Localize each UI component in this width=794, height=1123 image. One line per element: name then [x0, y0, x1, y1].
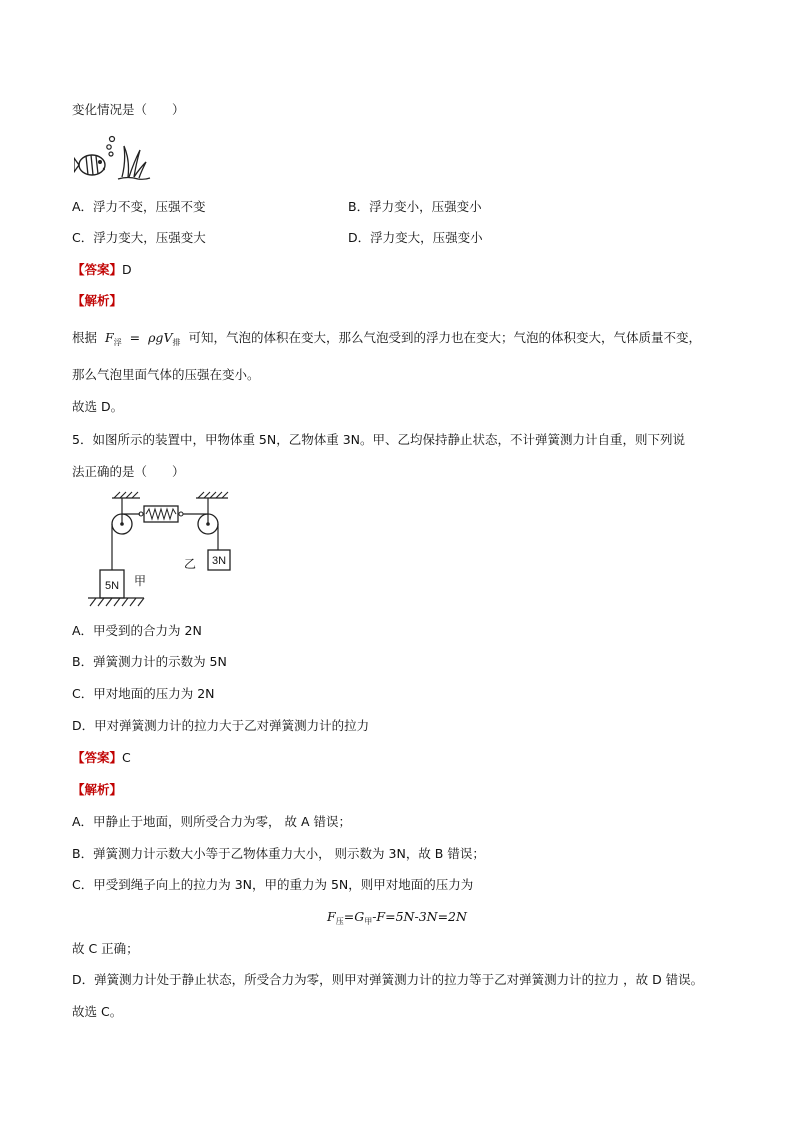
q5-option-b: B．弹簧测力计的示数为 5N [72, 654, 227, 669]
q4-option-d: D．浮力变大，压强变小 [348, 230, 483, 245]
q5-stem-line1: 5．如图所示的装置中，甲物体重 5N，乙物体重 3N。甲、乙均保持静止状态，不计弹簧测力计自重，则下列说 [72, 432, 686, 447]
q4-stem-tail: 变化情况是（ ） [72, 102, 185, 117]
q5-analysis-label [72, 781, 122, 799]
q4-analysis-label [72, 292, 122, 310]
block-yi-label: 3N [211, 555, 227, 567]
q4-answer [72, 261, 132, 279]
answer-value: D [122, 262, 132, 277]
fish-bubbles-figure [74, 132, 154, 190]
q5-analysis-c-tail: 故 C 正确； [72, 941, 139, 956]
answer-value: C [122, 750, 131, 765]
yi-label: 乙 [184, 557, 197, 571]
q4-conclusion: 故选 D。 [72, 399, 124, 414]
answer-label: 【答案】 [72, 262, 123, 277]
q5-option-d: D．甲对弹簧测力计的拉力大于乙对弹簧测力计的拉力 [72, 718, 370, 733]
q5-analysis-b: B．弹簧测力计示数大小等于乙物体重力大小， 则示数为 3N，故 B 错误； [72, 846, 485, 861]
answer-label: 【答案】 [72, 750, 123, 765]
q5-option-c: C．甲对地面的压力为 2N [72, 686, 215, 701]
q4-analysis-line2: 那么气泡里面气体的压强在变小。 [72, 367, 260, 382]
q5-analysis-a: A．甲静止于地面，则所受合力为零， 故 A 错误； [72, 814, 352, 829]
q5-conclusion: 故选 C。 [72, 1004, 123, 1019]
q5-analysis-d: D．弹簧测力计处于静止状态，所受合力为零，则甲对弹簧测力计的拉力等于乙对弹簧测力计的拉力 ，故 D 错误。 [72, 972, 704, 987]
block-jia-label: 5N [104, 580, 120, 592]
q5-analysis-c: C．甲受到绳子向上的拉力为 3N，甲的重力为 5N，则甲对地面的压力为 [72, 877, 474, 892]
q5-answer [72, 749, 131, 767]
q4-option-c: C．浮力变大，压强变大 [72, 230, 206, 245]
pressure-formula: $F_压=G_甲-F=5N-3N=2N$ [327, 909, 467, 926]
analysis-prefix: 根据 [72, 330, 98, 345]
pulley-spring-figure [84, 490, 244, 612]
q5-stem-line2: 法正确的是（ ） [72, 464, 185, 479]
q4-analysis-line1 [72, 329, 701, 352]
analysis-label: 【解析】 [72, 782, 123, 797]
q4-option-b: B．浮力变小，压强变小 [348, 199, 482, 214]
analysis-text: 可知，气泡的体积在变大，那么气泡受到的浮力也在变大；气泡的体积变大，气体质量不变， [188, 330, 701, 345]
buoyancy-formula: $F_浮 = \rho gV_排$ [105, 330, 181, 347]
q4-option-a: A．浮力不变，压强不变 [72, 199, 206, 214]
q5-option-a: A．甲受到的合力为 2N [72, 623, 202, 638]
jia-label: 甲 [134, 574, 147, 588]
analysis-label: 【解析】 [72, 293, 123, 308]
